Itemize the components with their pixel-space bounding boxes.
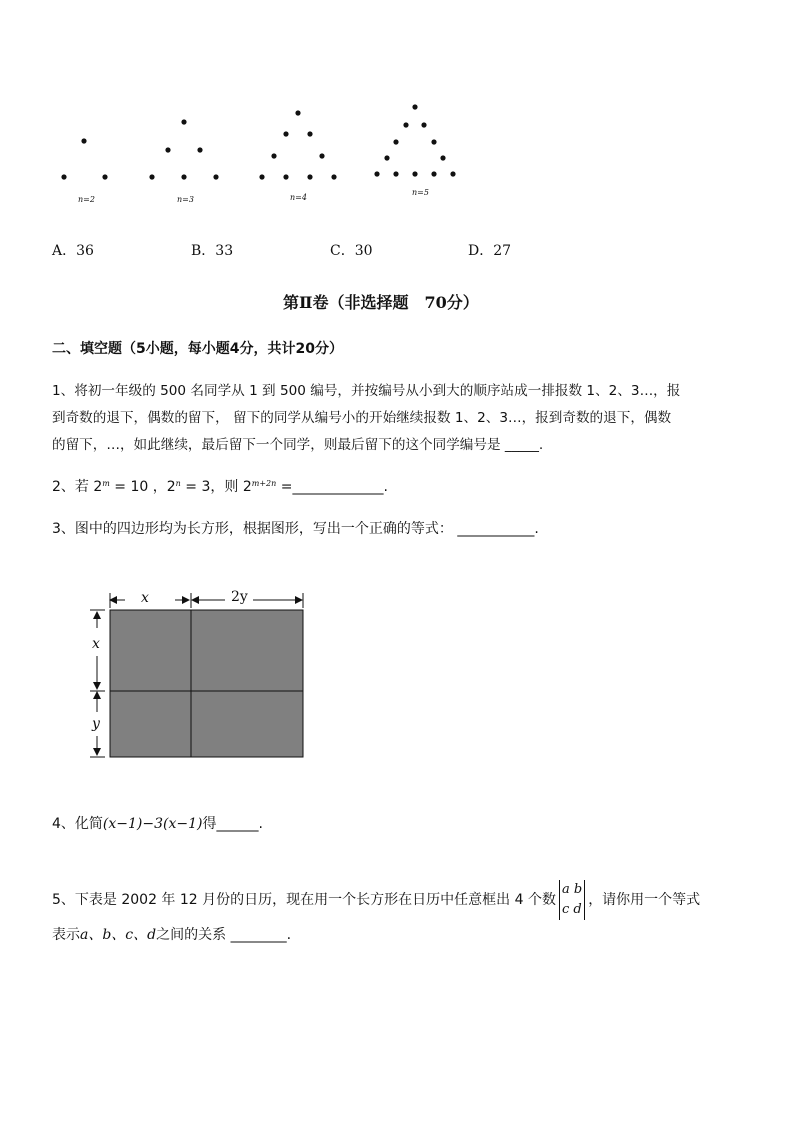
choice-d: D．27 <box>468 243 512 259</box>
q2-mid1: = 10 ，2 <box>109 479 176 495</box>
choice-c: C．30 <box>330 243 373 259</box>
section-heading: 二、填空题（5小题，每小题4分，共计20分） <box>52 341 343 357</box>
q5-box-bottom: c d <box>561 902 582 917</box>
choice-b: B．33 <box>191 243 234 259</box>
question-2 <box>52 477 388 497</box>
pattern-n5 <box>374 104 455 176</box>
rect-top-left <box>110 610 191 691</box>
label-n2: n=2 <box>78 195 95 204</box>
rect-label-top-x: x <box>141 590 149 606</box>
question-5-line-1 <box>52 880 700 920</box>
rectangle-figure <box>85 588 315 763</box>
label-n3: n=3 <box>177 195 194 204</box>
q2-exp-m: m <box>102 479 110 488</box>
pattern-n3 <box>149 119 218 179</box>
question-3: 3、图中的四边形均为长方形，根据图形，写出一个正确的等式： ___________. <box>52 521 539 537</box>
q5-line1-prefix: 5、下表是 2002 年 12 月份的日历，现在用一个长方形在日历中任意框出 4 个数 <box>52 892 556 908</box>
q5-line2-prefix: 表示 <box>52 927 80 943</box>
rect-label-side-y: y <box>92 716 100 732</box>
label-n4: n=4 <box>290 193 307 202</box>
q2-exp-m2n: m+2n <box>251 479 277 488</box>
rect-label-top-2y: 2y <box>231 589 248 605</box>
question-5-line-2 <box>52 925 291 945</box>
rect-label-side-x: x <box>92 636 100 652</box>
question-1-line-2: 到奇数的退下，偶数的留下， 留下的同学从编号小的开始继续报数 1、2、3…，报到奇数的退下，偶数 <box>52 410 672 426</box>
question-4 <box>52 814 263 834</box>
part-title: 第Ⅱ卷（非选择题 70分） <box>283 293 479 312</box>
rect-bottom-right <box>191 691 303 757</box>
q4-suffix: 得______. <box>202 816 263 832</box>
question-1-line-1: 1、将初一年级的 500 名同学从 1 到 500 编号，并按编号从小到大的顺序站成一排报数 1、2、3…，报 <box>52 383 681 399</box>
label-n5: n=5 <box>412 188 429 197</box>
rect-top-right <box>191 610 303 691</box>
question-1-line-3: 的留下，…，如此继续，最后留下一个同学，则最后留下的这个同学编号是 _____. <box>52 437 544 453</box>
q5-box-top: a b <box>561 882 583 897</box>
q2-suffix: =_____________. <box>276 479 388 495</box>
q5-line1-suffix: ，请你用一个等式 <box>588 892 701 908</box>
q2-mid2: = 3，则 2 <box>180 479 252 495</box>
q5-line2-suffix: 之间的关系 ________. <box>156 927 292 943</box>
q5-vars: a、b、c、d <box>80 927 157 943</box>
pattern-n4 <box>259 110 336 179</box>
q5-number-box <box>559 880 585 920</box>
q4-expression: (x−1)−3(x−1) <box>102 816 203 832</box>
q2-prefix: 2、若 2 <box>52 479 103 495</box>
pattern-n2 <box>61 138 107 179</box>
q4-prefix: 4、化简 <box>52 816 103 832</box>
dot-pattern-figure <box>50 98 470 213</box>
q2-exp-n: n <box>175 479 181 488</box>
choice-a: A．36 <box>52 243 94 259</box>
rect-bottom-left <box>110 691 191 757</box>
